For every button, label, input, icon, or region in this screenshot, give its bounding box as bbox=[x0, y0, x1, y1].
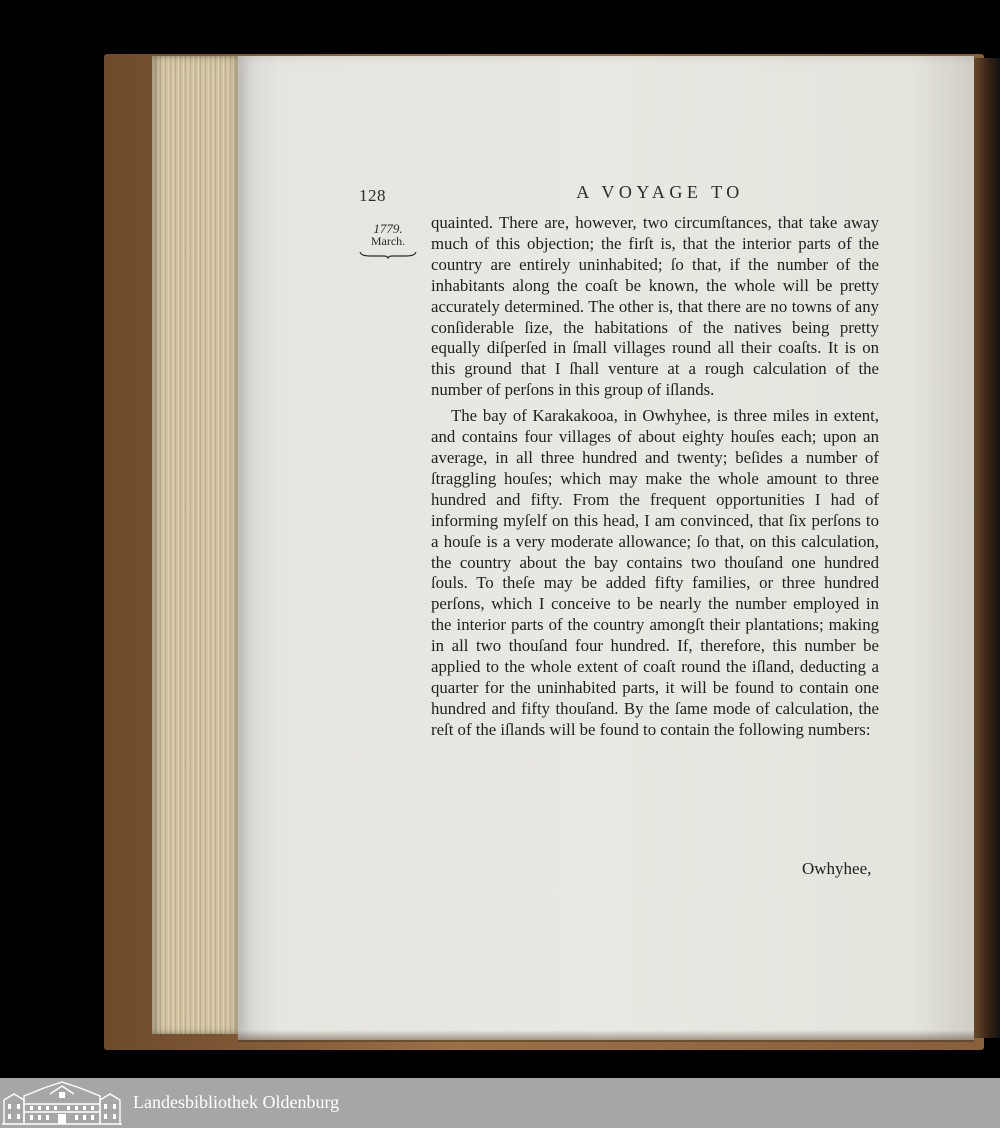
brace-icon bbox=[358, 251, 418, 259]
margin-note-month: March. bbox=[370, 234, 406, 248]
page-shadow bbox=[238, 1030, 974, 1042]
running-head: A VOYAGE TO bbox=[576, 182, 744, 202]
paragraph: The bay of Karakakooa, in Owhyhee, is three miles in extent, and contains four villages of about eighty houſes each; upon an average, in all three hundred and twenty; beſides a number of ſtraggling houſes; which may make the whole amount to three hundred and fifty. From the frequent opportunities I had of informing myſelf on this head, I am convinced, that ſix perſons to a houſe is a very moderate allowance; ſo that, on this calculation, the country about the bay contains two thouſand one hundred ſouls. To theſe may be added fifty families, or three hundred perſons, which I conceive to be nearly the number employed in the interior parts of the country amongſt their plantations; making in all two thouſand four hundred. If, therefore, this number be applied to the whole extent of coaſt round the iſland, deducting a quarter for the uninhabited parts, it will be found to contain one hundred and fifty thouſand. By the ſame mode of calculation, the reſt of the iſlands will be found to contain the following numbers: bbox=[431, 406, 879, 739]
body-text bbox=[431, 213, 879, 741]
page-number: 128 bbox=[359, 186, 386, 205]
paragraph: quainted. There are, however, two circumſtances, that take away much of this objection; the firſt is, that the interior parts of the country are entirely uninhabited; ſo that, if the number of the inhabitants along the coaſt be known, the whole will be pretty accurately determined. The other is, that there are no towns of any conſiderable ſize, the habitations of the natives being pretty equally diſperſed in ſmall villages round all their coaſts. It is on this ground that I ſhall venture at a rough calculation of the number of perſons in this group of iſlands. bbox=[431, 213, 879, 400]
library-name: Landesbibliothek Oldenburg bbox=[133, 1092, 340, 1112]
catchword: Owhyhee, bbox=[802, 859, 872, 878]
page-edges bbox=[152, 56, 242, 1034]
library-footer bbox=[0, 1078, 1000, 1128]
library-building-icon bbox=[0, 1080, 124, 1126]
margin-note bbox=[358, 222, 418, 259]
margin-note-year: 1779. bbox=[373, 221, 403, 236]
